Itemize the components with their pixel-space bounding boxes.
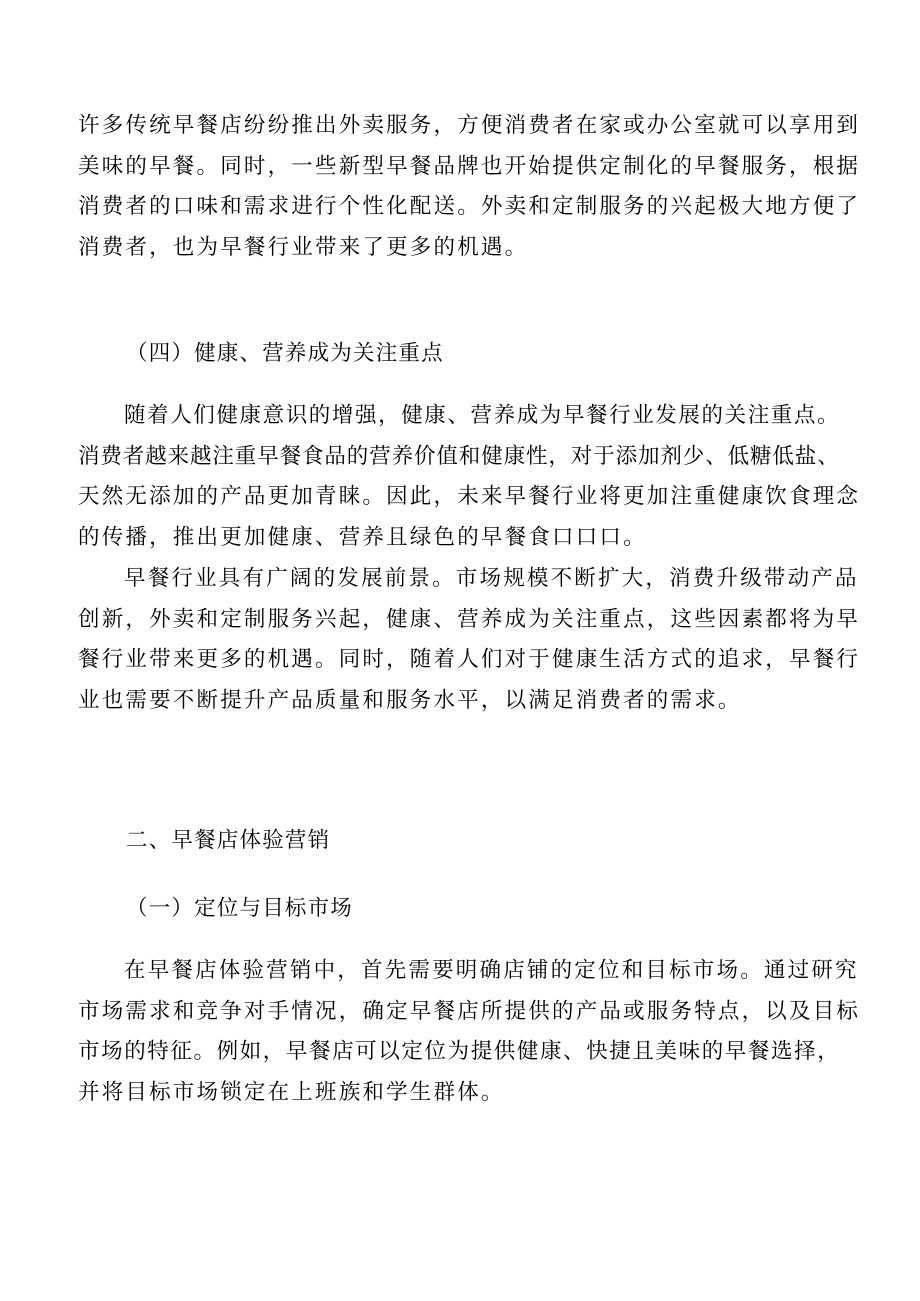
text-line: 随着人们健康意识的增强，健康、营养成为早餐行业发展的关注重点。 [124, 403, 841, 428]
text-line: 市场的特征。例如，早餐店可以定位为提供健康、快捷且美味的早餐选择， [78, 1039, 841, 1064]
text-line: 消费者的口味和需求进行个性化配送。外卖和定制服务的兴起极大地方便了 [78, 194, 861, 219]
paragraph-health-awareness [78, 401, 861, 563]
paragraph-takeout-services [78, 111, 861, 273]
text-line: 消费者越来越注重早餐食品的营养价值和健康性，对于添加剂少、低糖低盐、 [78, 443, 840, 469]
text-line: 在早餐店体验营销中，首先需要明确店铺的定位和目标市场。通过研究 [124, 958, 859, 983]
text-line: 的传播，推出更加健康、营养且绿色的早餐食口口口。 [78, 524, 647, 550]
text-line: 创新，外卖和定制服务兴起，健康、营养成为关注重点，这些因素都将为早 [78, 606, 861, 632]
paragraph-positioning [78, 956, 861, 1118]
subheading-health-nutrition: （四）健康、营养成为关注重点 [126, 341, 444, 366]
section-heading-experience-marketing: 二、早餐店体验营销 [126, 828, 331, 853]
paragraph-industry-outlook [78, 564, 861, 726]
text-line: 消费者，也为早餐行业带来了更多的机遇。 [78, 234, 529, 260]
text-line: 早餐行业具有广阔的发展前景。市场规模不断扩大，消费升级带动产品 [124, 566, 859, 591]
text-line: 业也需要不断提升产品质量和服务水平，以满足消费者的需求。 [78, 687, 742, 713]
subheading-positioning-target-market: （一）定位与目标市场 [126, 896, 354, 921]
text-line: 餐行业带来更多的机遇。同时，随着人们对于健康生活方式的追求，早餐行 [78, 647, 861, 672]
text-line: 许多传统早餐店纷纷推出外卖服务，方便消费者在家或办公室就可以享用到 [78, 113, 861, 138]
text-line: 并将目标市场锁定在上班族和学生群体。 [78, 1079, 505, 1105]
text-line: 天然无添加的产品更加青睐。因此，未来早餐行业将更加注重健康饮食理念 [78, 484, 861, 509]
text-line: 美味的早餐。同时，一些新型早餐品牌也开始提供定制化的早餐服务，根据 [78, 153, 861, 179]
text-line: 市场需求和竞争对手情况，确定早餐店所提供的产品或服务特点，以及目标 [78, 998, 861, 1024]
